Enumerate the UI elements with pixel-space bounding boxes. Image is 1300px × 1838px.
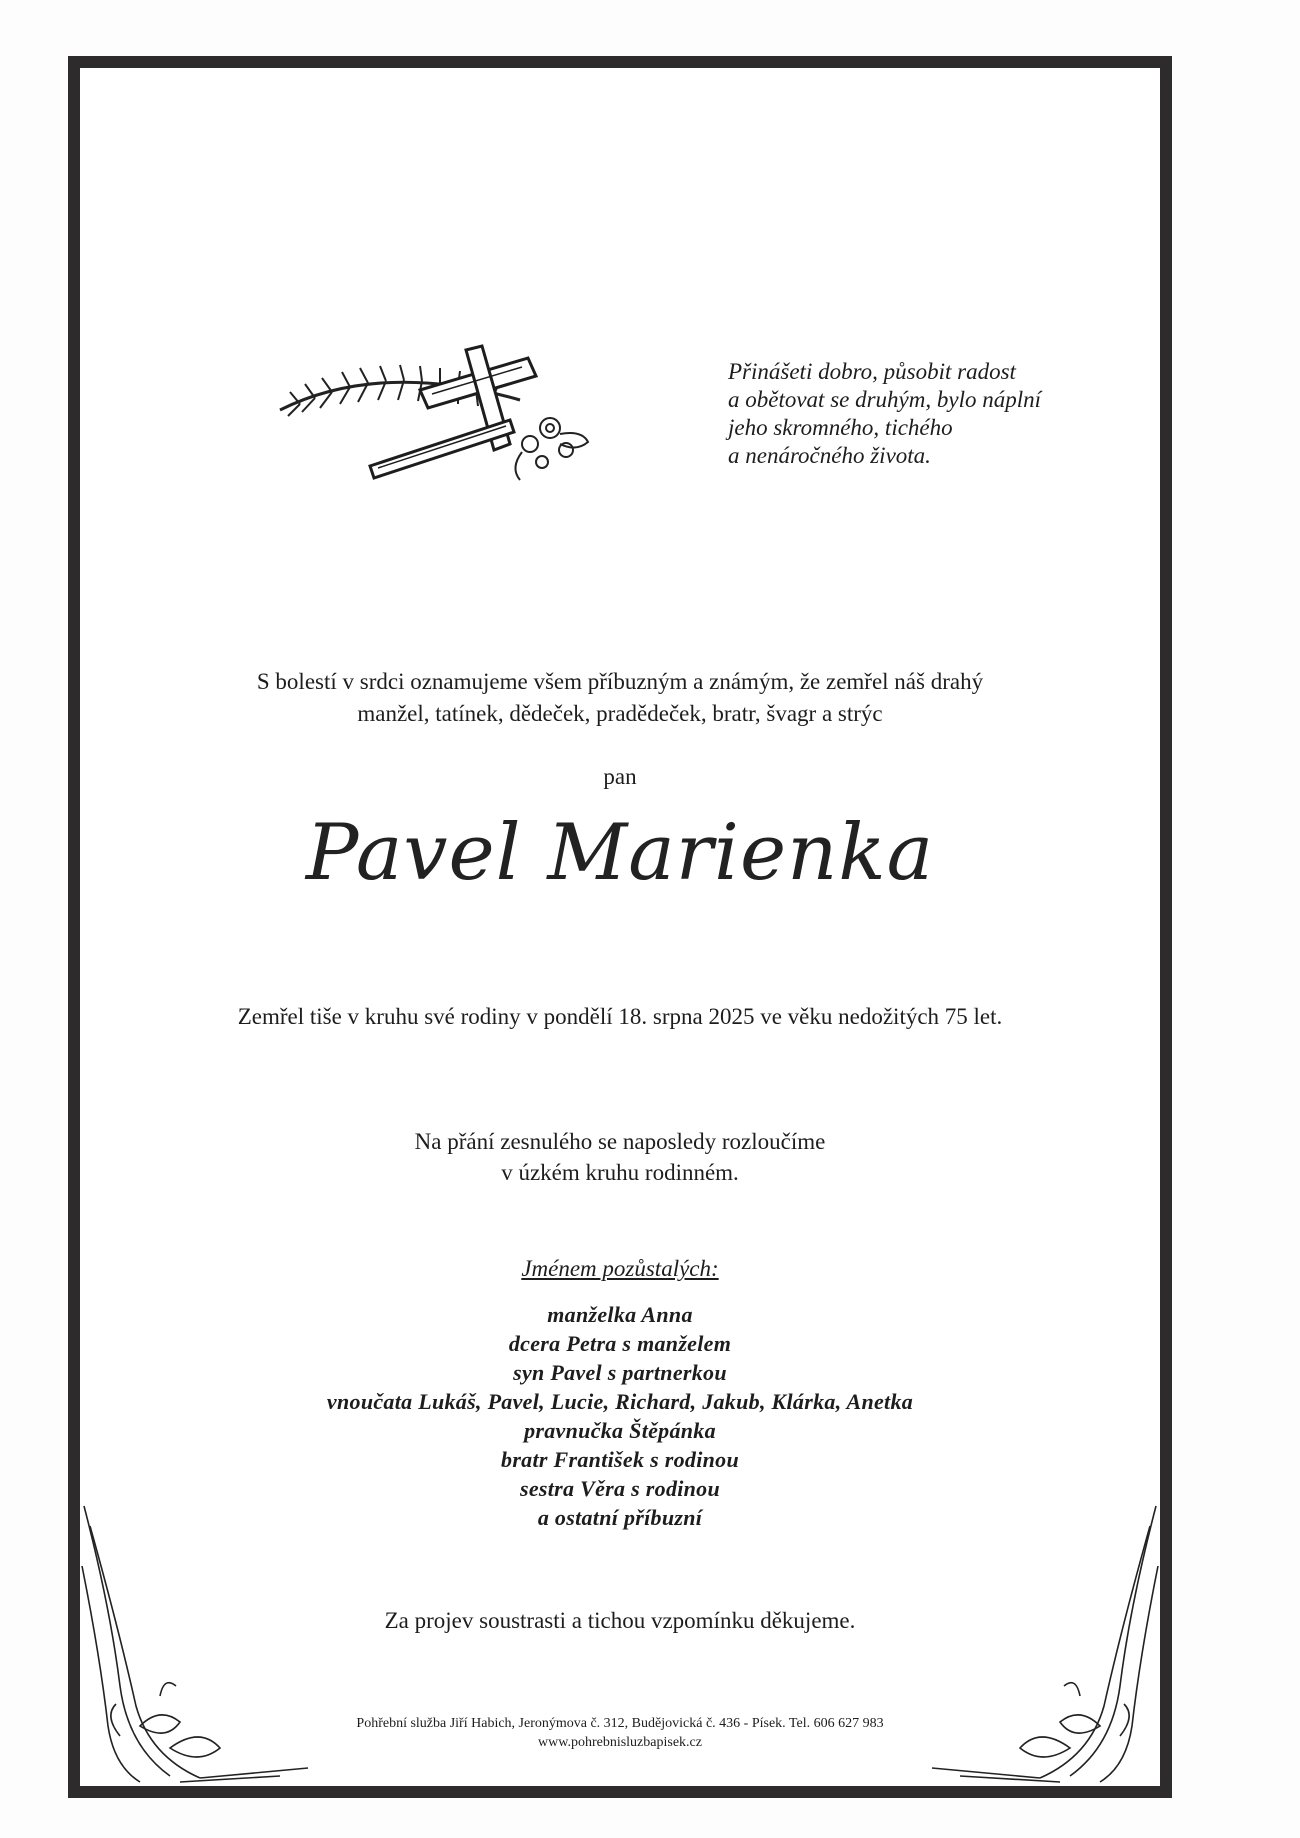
footer-company: Pohřební služba Jiří Habich, Jeronýmova č. 312, Budějovická č. 436 - Písek. Tel. 606 627 983 [356,1716,884,1731]
survivor-item: pravnučka Štěpánka [524,1418,716,1443]
thanks-note: Za projev soustrasti a tichou vzpomínku děkujeme. [384,1608,856,1633]
floral-corner-ornament-icon [930,1486,1160,1786]
quote-line: a nenáročného života. [728,443,931,468]
survivor-item: manželka Anna [547,1302,693,1327]
announcement [80,666,1160,730]
survivor-item: sestra Věra s rodinou [519,1476,721,1501]
announcement-line: manžel, tatínek, dědeček, pradědeček, bratr, švagr a strýc [357,701,883,726]
survivor-item: dcera Petra s manželem [508,1331,732,1356]
death-notice: Zemřel tiše v kruhu své rodiny v pondělí 18. srpna 2025 ve věku nedožitých 75 let. [237,1004,1003,1029]
mourning-border-frame [68,56,1172,1798]
cross-with-palm-frond-icon [260,340,600,490]
footer-website: www.pohrebnisluzbapisek.cz [538,1735,702,1750]
quote-line: jeho skromného, tichého [728,415,953,440]
salutation: pan [603,764,637,789]
floral-corner-ornament-icon [80,1486,310,1786]
farewell-note [80,1126,1160,1188]
survivor-item: vnoučata Lukáš, Pavel, Lucie, Richard, Jakub, Klárka, Anetka [326,1389,914,1414]
survivor-item: a ostatní příbuzní [537,1505,703,1530]
survivor-item: bratr František s rodinou [501,1447,739,1472]
memorial-quote [728,358,1041,470]
deceased-name: Pavel Marienka [305,808,935,898]
farewell-line: Na přání zesnulého se naposledy rozloučíme [414,1129,826,1154]
notice-content [80,68,1160,1786]
farewell-line: v úzkém kruhu rodinném. [501,1160,739,1185]
survivors-title: Jménem pozůstalých: [521,1256,719,1281]
quote-line: a obětovat se druhým, bylo náplní [728,387,1042,412]
quote-line: Přinášeti dobro, působit radost [728,359,1016,384]
announcement-line: S bolestí v srdci oznamujeme všem příbuzným a známým, že zemřel náš drahý [256,669,984,694]
survivor-item: syn Pavel s partnerkou [513,1360,727,1385]
